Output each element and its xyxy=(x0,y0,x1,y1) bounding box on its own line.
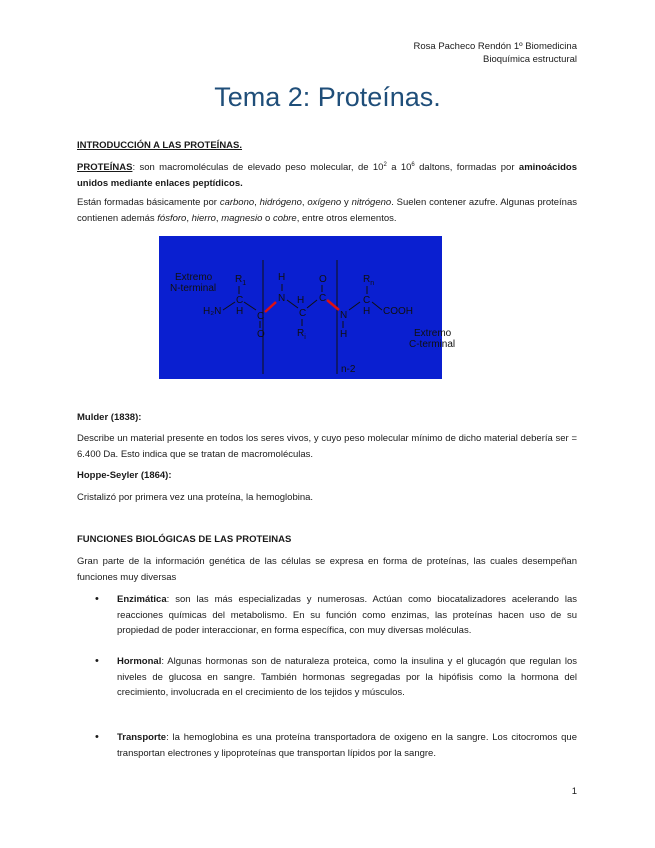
def-bold: aminoácidos unidos mediante enlaces peptídicos. xyxy=(77,162,577,189)
function-enzimatica xyxy=(117,592,577,639)
carbonyl-c-2: C xyxy=(319,293,327,304)
carbonyl-o-1: O xyxy=(257,329,265,340)
function-label: Hormonal xyxy=(117,656,162,667)
carbonyl-c-1: C xyxy=(257,311,265,322)
repeat-label: n-2 xyxy=(341,364,356,375)
function-hormonal xyxy=(117,654,577,701)
alpha-c-i: C xyxy=(299,308,307,319)
alpha-c-n: C xyxy=(363,295,371,306)
function-label: Enzimática xyxy=(117,594,167,605)
peptide-structure-figure xyxy=(159,236,456,379)
element-oxigeno: oxígeno xyxy=(307,197,342,208)
element-hierro: hierro xyxy=(191,212,216,224)
alpha-h-1: H xyxy=(236,306,244,317)
bullet-hormonal: • xyxy=(95,655,99,667)
sep: y xyxy=(341,197,352,208)
intro-composition xyxy=(77,195,577,226)
comp-part-c: , entre otros elementos. xyxy=(296,212,397,224)
header-subject: Bioquímica estructural xyxy=(483,54,577,65)
page-title: Tema 2: Proteínas. xyxy=(214,82,441,112)
exponent-high: 6 xyxy=(411,162,415,168)
element-fosforo: fósforo xyxy=(157,212,187,224)
element-cobre: cobre xyxy=(272,212,297,224)
intro-heading: INTRODUCCIÓN A LAS PROTEÍNAS. xyxy=(77,140,243,151)
amide-h-1: H xyxy=(278,272,286,283)
proteinas-term: PROTEÍNAS xyxy=(77,162,133,174)
function-text: : son las más especializadas y numerosas. Actúan como biocatalizadores acelerando las reacciones químicas del metabolismo. En su función como enzimas, las proteínas hacen uso de su propiedad de poder interaccionar, en forma específica, con muy diversas moléculas. xyxy=(117,594,577,636)
ri-group: $R_i$ xyxy=(297,328,306,341)
hoppe-text: Cristalizó por primera vez una proteína, la hemoglobina. xyxy=(77,492,314,503)
bullet-transporte: • xyxy=(95,731,99,743)
functions-heading: FUNCIONES BIOLÓGICAS DE LAS PROTEINAS xyxy=(77,534,292,545)
amide-n-1: N xyxy=(278,293,286,304)
mulder-heading: Mulder (1838): xyxy=(77,412,142,423)
n-terminal-label-1: Extremo xyxy=(175,272,213,283)
def-part-a: : son macromoléculas de elevado peso molecular, de 10 xyxy=(132,162,384,174)
sep: , xyxy=(186,212,192,224)
functions-intro: Gran parte de la información genética de las células se expresa en forma de proteínas, las cuales desempeñan funciones muy diversas xyxy=(77,556,577,583)
comp-part-a: Están formadas básicamente por xyxy=(77,197,220,208)
function-label: Transporte xyxy=(117,732,167,743)
sep: , xyxy=(301,197,308,208)
element-carbono: carbono xyxy=(219,197,255,208)
hoppe-heading: Hoppe-Seyler (1864): xyxy=(77,470,172,481)
c-terminal-label-1: Extremo xyxy=(414,328,452,339)
element-nitrogeno: nitrógeno xyxy=(351,197,392,208)
def-part-b: a 10 xyxy=(386,162,412,174)
exponent-low: 2 xyxy=(383,162,387,168)
element-magnesio: magnesio xyxy=(221,212,263,224)
function-text: : la hemoglobina es una proteína transportadora de oxigeno en la sangre. Los citocromos que transportan electrones y lipoproteínas que transportan lípidos por la sangre. xyxy=(117,732,577,759)
page-number: 1 xyxy=(571,786,577,797)
sep: o xyxy=(262,212,273,224)
rn-group: $R_n$ xyxy=(363,274,375,287)
intro-definition xyxy=(77,158,577,191)
header-author: Rosa Pacheco Rendón 1º Biomedicina xyxy=(413,41,577,52)
amide-h-2: H xyxy=(340,329,348,340)
amide-n-2: N xyxy=(340,310,348,321)
alpha-c-1: C xyxy=(236,295,244,306)
carbonyl-o-2: O xyxy=(319,274,327,285)
r1-group: $R_1$ xyxy=(235,274,247,287)
alpha-h-i: H xyxy=(297,295,305,306)
element-hidrogeno: hidrógeno xyxy=(259,197,302,208)
mulder-text: Describe un material presente en todos los seres vivos, y cuyo peso molecular mínimo de dicho material debería ser = 6.400 Da. Esto indica que se tratan de macromoléculas. xyxy=(77,433,577,460)
bullet-enzimatica: • xyxy=(95,593,99,605)
alpha-h-n: H xyxy=(363,306,371,317)
comp-part-b: . Suelen contener azufre. Algunas proteínas contienen además xyxy=(77,197,577,224)
carboxyl-terminal: COOH xyxy=(383,306,413,317)
n-terminal-label-2: N-terminal xyxy=(170,283,217,294)
c-terminal-label-2: C-terminal xyxy=(409,339,456,350)
amino-terminal: H₂N xyxy=(203,306,222,317)
function-text: : Algunas hormonas son de naturaleza proteica, como la insulina y el glucagón que regulan los niveles de glucosa en sangre. También hormonas segregadas por la hipófisis como la hormona del crecimiento, involucrada en el crecimiento de los tejidos y músculos. xyxy=(117,656,577,698)
def-part-c: daltons, formadas por xyxy=(414,162,515,174)
sep: , xyxy=(215,212,222,224)
function-transporte xyxy=(117,730,577,761)
sep: , xyxy=(254,197,260,208)
